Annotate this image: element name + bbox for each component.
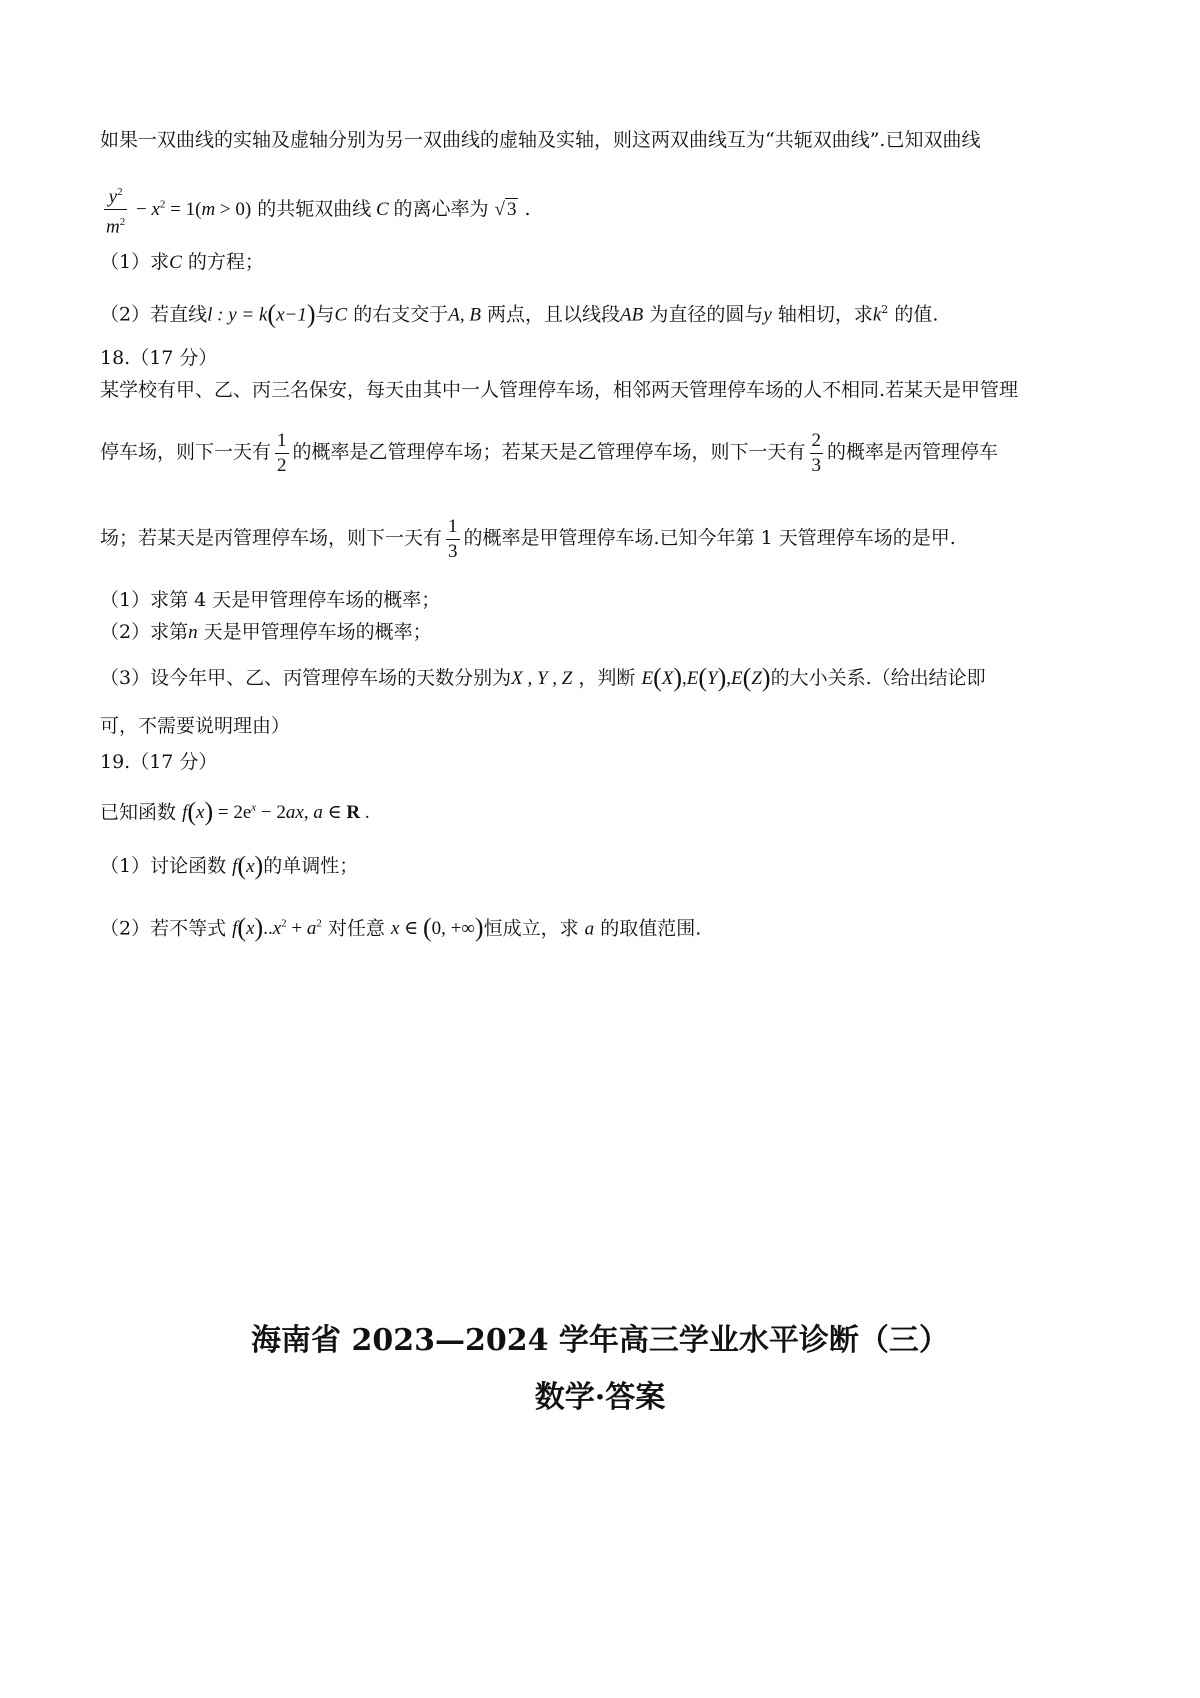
answer-subtitle: 数学·答案 [534,1380,666,1415]
q17-part1: （1）求C 的方程； [100,251,264,273]
q19-part2: （2）若不等式 $f(x)..x^2 + a^2$ 对任意 x ∈ (0, +∞)恒成立，求 a 的取值范围. [100,913,702,943]
q18-part1: （1）求第 4 天是甲管理停车场的概率； [100,589,441,611]
q19-part1: （1）讨论函数 f(x)的单调性； [100,851,359,880]
q18-part2: （2）求第n 天是甲管理停车场的概率； [100,621,432,643]
q17-part2: （2）若直线l : y = k(x−1)与C 的右支交于A, B 两点，且以线段AB 为直径的圆与y 轴相切，求$k^2$ 的值. [100,299,939,329]
q18-line3: 场；若某天是丙管理停车场，则下一天有 $\frac{1}{3}$ 的概率是甲管理停车场.已知今年第 1 天管理停车场的是甲. [100,515,956,562]
function-definition: $f(x) = 2e^x - 2ax$, a ∈ R . [182,797,370,827]
q19-intro: 已知函数 $f(x) = 2e^x - 2ax$, a ∈ R . [100,797,370,827]
inequality-expr: $f(x)..x^2 + a^2$ [232,913,322,943]
hyperbola-equation-rest: − $x^2 = 1(m > 0)$ [131,198,252,220]
hyperbola-fraction: $\frac{y^2}{m^2}$ [104,180,127,240]
q17-intro-text: 如果一双曲线的实轴及虚轴分别为另一双曲线的虚轴及实轴，则这两双曲线互为“共轭双曲线”.已知双曲线 [100,129,981,151]
q18-line2: 停车场，则下一天有 $\frac{1}{2}$ 的概率是乙管理停车场；若某天是乙管理停车场，则下一天有 $\frac{2}{3}$ 的概率是丙管理停车 [100,429,999,476]
q18-header: 18.（17 分） [100,347,218,369]
domain-expr: x ∈ (0, +∞) [390,913,484,943]
q17-intro [100,126,1110,154]
q17-eq-tail2: 的离心率为 [393,197,489,220]
fraction-two-thirds: $\frac{2}{3}$ [811,429,822,476]
q17-eq-tail: 的共轭双曲线 [257,197,372,220]
q18-part3: （3）设今年甲、乙、丙管理停车场的天数分别为X , Y , Z ，判断 E(X),E(Y),E(Z)的大小关系.（给出结论即 [100,663,986,692]
fraction-one-half: $\frac{1}{2}$ [277,429,287,476]
curve-c-label: C [371,198,394,220]
answer-title: 海南省 2023—2024 学年高三学业水平诊断（三） [251,1323,949,1358]
q19-header: 19.（17 分） [100,751,218,773]
q17-equation-line: $\frac{y^2}{m^2}$ − $x^2 = 1(m > 0)$ 的共轭双曲线 C 的离心率为 √ 3 . [100,180,1110,240]
expectation-expr: E(X),E(Y),E(Z) [641,663,771,692]
sqrt-three: √ 3 [494,198,517,220]
q18-part3-cont: 可，不需要说明理由） [100,715,291,737]
fraction-one-third: $\frac{1}{3}$ [448,515,458,562]
q18-line1: 某学校有甲、乙、丙三名保安，每天由其中一人管理停车场，相邻两天管理停车场的人不相同.若某天是甲管理 [100,379,1019,401]
